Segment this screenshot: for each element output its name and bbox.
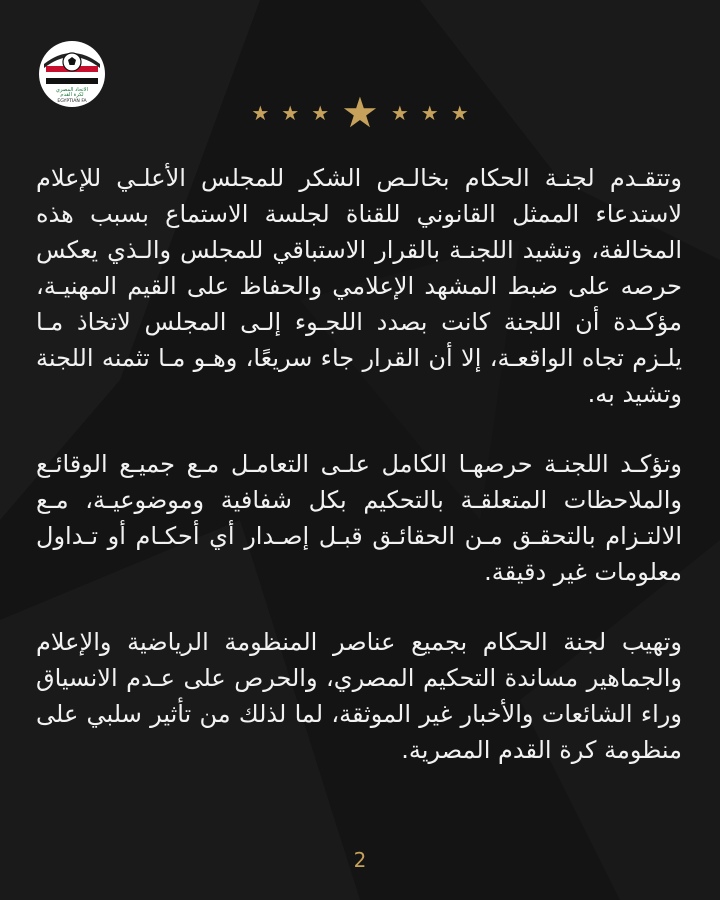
logo-text-ar: الاتحاد المصري: [55, 87, 89, 93]
stars-divider: [0, 88, 720, 138]
statement-body: [36, 160, 682, 802]
logo-text-ar-2: لكرة القدم: [60, 92, 84, 98]
paragraph-2: وتؤكـد اللجنـة حرصهـا الكامل علـى التعامـل مـع جميـع الوقائـع والملاحظات المتعلقـة بالتحكيم بكل شفافية وموضوعيـة، مـع الالتـزام بالتحقـق مـن الحقائـق قبـل إصـدار أي أحكـام أو تـداول معلومات غير دقيقة.: [36, 450, 682, 586]
star-icon: ★: [450, 101, 469, 125]
star-icon: ★: [251, 101, 270, 125]
star-icon: ★: [390, 101, 409, 125]
star-icon: ★: [341, 88, 379, 137]
star-icon: ★: [311, 101, 330, 125]
star-icon: ★: [281, 101, 300, 125]
star-icon: ★: [420, 101, 439, 125]
paragraph-3: وتهيب لجنة الحكام بجميع عناصر المنظومة الرياضية والإعلام والجماهير مساندة التحكيم المصري، والحرص على عـدم الانسياق وراء الشائعات والأخبار غير الموثقة، لما لذلك من تأثير سلبي على منظومة كرة القدم المصرية.: [36, 628, 682, 764]
paragraph-1: وتتقـدم لجنـة الحكام بخالـص الشكر للمجلس الأعلـي للإعلام لاستدعاء الممثل القانوني للقناة لجلسة الاستماع بسبب هذه المخالفة، وتشيد اللجنـة بالقرار الاستباقي للمجلس والـذي يعكس حرصه على ضبط المشهد الإعلامي والحفاظ على القيم المهنيـة، مؤكـدة أن اللجنة كانت بصدد اللجـوء إلـى المجلس لاتخاذ مـا يلـزم تجاه الواقعـة، إلا أن القرار جاء سريعًا، وهـو مـا تثمنه اللجنة وتشيد به.: [36, 164, 682, 408]
logo-text-en: EGYPTIAN FA: [57, 99, 87, 104]
page-number: 2: [353, 848, 367, 872]
